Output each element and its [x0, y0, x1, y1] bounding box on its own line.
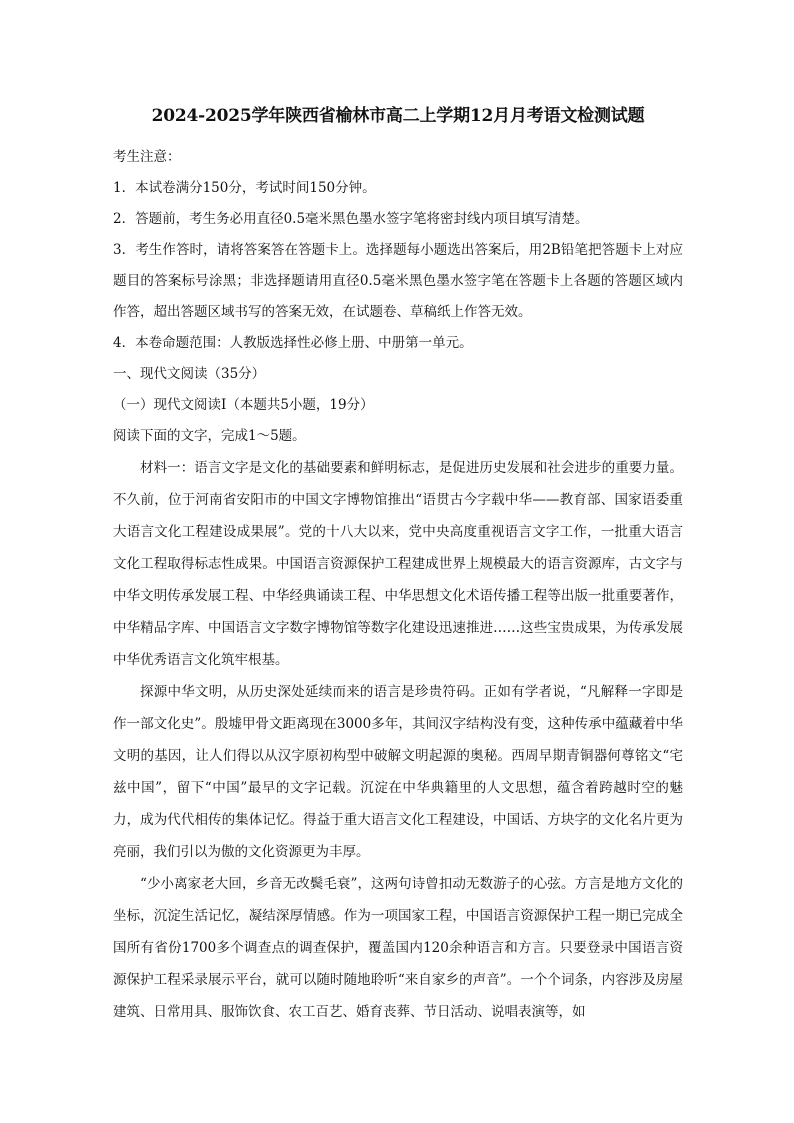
passage-paragraph-3: “少小离家老大回，乡音无改鬓毛衰”，这两句诗曾扣动无数游子的心弦。方言是地方文化的坐标，沉淀生活记忆，凝结深厚情感。作为一项国家工程，中国语言资源保护工程一期已完成全国所有省份1700多个调查点的调查保护，覆盖国内120余种语言和方言。只要登录中国语言资源保护工程采录展示平台，就可以随时随地聆听“来自家乡的声音”。一个个词条，内容涉及房屋建筑、日常用具、服饰饮食、农工百艺、婚育丧葬、节日活动、说唱表演等，如 — [113, 876, 683, 1020]
passage-paragraph-2: 探源中华文明，从历史深处延续而来的语言是珍贵符码。正如有学者说，“凡解释一字即是作一部文化史”。殷墟甲骨文距离现在3000多年，其间汉字结构没有变，这种传承中蕴藏着中华文明的基因，让人们得以从汉字原初构型中破解文明起源的奥秘。西周早期青铜器何尊铭文“宅兹中国”，留下“中国”最早的文字记载。沉淀在中华典籍里的人文思想，蕴含着跨越时空的魅力，成为代代相传的集体记忆。得益于重大语言文化工程建设，中国话、方块字的文化名片更为亮丽，我们引以为傲的文化资源更为丰厚。 — [113, 684, 683, 860]
exam-title: 2024-2025学年陕西省榆林市高二上学期12月月考语文检测试题 — [151, 106, 645, 126]
section-subheading: （一）现代文阅读Ⅰ（本题共5小题，19分） — [113, 397, 374, 413]
passage-paragraph-1: 材料一：语言文字是文化的基础要素和鲜明标志，是促进历史发展和社会进步的重要力量。不久前，位于河南省安阳市的中国文字博物馆推出“语贯古今字载中华——教育部、国家语委重大语言文化工程建设成果展”。党的十八大以来，党中央高度重视语言文字工作，一批重大语言文化工程取得标志性成果。中国语言资源保护工程建成世界上规模最大的语言资源库，古文字与中华文明传承发展工程、中华经典诵读工程、中华思想文化术语传播工程等出版一批重要著作，中华精品字库、中国语言文字数字博物馆等数字化建设迅速推进……这些宝贵成果，为传承发展中华优秀语言文化筑牢根基。 — [113, 460, 683, 668]
notice-item-1: 1．本试卷满分150分，考试时间150分钟。 — [113, 180, 376, 196]
reading-instruction: 阅读下面的文字，完成1～5题。 — [113, 428, 306, 444]
notice-item-4: 4．本卷命题范围：人教版选择性必修上册、中册第一单元。 — [113, 335, 473, 351]
exam-page — [113, 104, 683, 1028]
notice-item-3: 3．考生作答时，请将答案答在答题卡上。选择题每小题选出答案后，用2B铅笔把答题卡上对应题目的答案标号涂黑；非选择题请用直径0.5毫米黑色墨水签字笔在答题卡上各题的答题区域内作答，超出答题区域书写的答案无效，在试题卷、草稿纸上作答无效。 — [113, 242, 683, 320]
notice-heading: 考生注意： — [113, 149, 181, 165]
notice-item-2: 2．答题前，考生务必用直径0.5毫米黑色墨水签字笔将密封线内项目填写清楚。 — [113, 211, 589, 227]
section-heading: 一、现代文阅读（35分） — [113, 366, 266, 382]
